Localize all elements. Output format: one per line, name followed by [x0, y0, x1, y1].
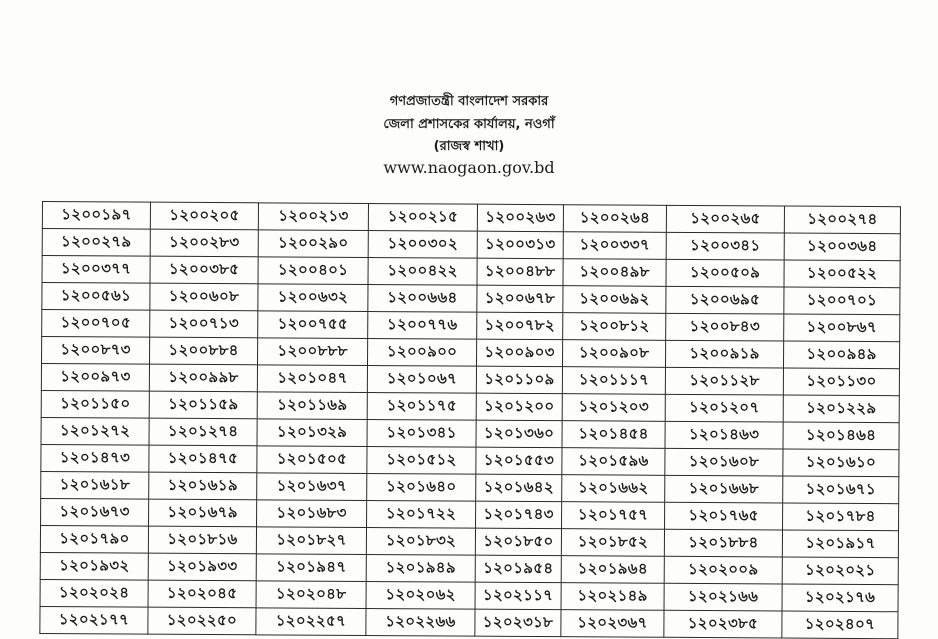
id-cell: ১২০১২০৩ — [562, 394, 665, 422]
id-cell: ১২০১৭৮৪ — [783, 503, 899, 531]
id-cell: ১২০২২৬৬ — [366, 608, 475, 636]
id-cell: ১২০২৩১৮ — [475, 609, 561, 637]
id-cell: ১২০০৯১৯ — [665, 340, 783, 368]
id-cell: ১২০১৭২২ — [367, 500, 476, 528]
id-cell: ১২০১১৫০ — [41, 390, 149, 418]
id-cell: ১২০১৪৬৪ — [783, 422, 899, 450]
id-cell: ১২০১০৬৭ — [367, 365, 476, 393]
id-cell: ১২০১৯৪৯ — [366, 554, 475, 582]
id-cell: ১২০০২১৩ — [258, 203, 368, 231]
id-cell: ১২০২৩৮৫ — [664, 610, 782, 638]
id-cell: ১২০১১৫৯ — [149, 391, 257, 419]
id-cell: ১২০০৩৭৭ — [42, 256, 150, 284]
id-cell: ১২০১৪৬৩ — [665, 421, 783, 449]
id-cell: ১২০১৪৭৫ — [149, 445, 257, 473]
id-cell: ১২০০৯০০ — [368, 338, 477, 366]
id-cell: ১২০১৪৭৩ — [41, 444, 149, 472]
id-cell: ১২০২১১৭ — [475, 582, 561, 610]
id-cell: ১২০০৩৩৭ — [563, 232, 666, 260]
id-cell: ১২০০২৯০ — [258, 230, 368, 258]
id-cell: ১২০২০০৯ — [664, 556, 782, 584]
id-cell: ১২০০৭০১ — [784, 287, 900, 315]
id-cell: ১২০১১১৭ — [562, 367, 665, 395]
id-cell: ১২০০৩১৩ — [477, 231, 563, 259]
id-cell: ১২০১৬৪২ — [476, 474, 562, 502]
id-cell: ১২০০৭৫৫ — [258, 311, 368, 339]
id-cell: ১২০১৫৯৬ — [562, 448, 665, 476]
id-cell: ১২০০৬৭৮ — [477, 285, 563, 313]
id-cell: ১২০০৩৪১ — [666, 232, 784, 260]
id-cell: ১২০০৯৪৯ — [783, 341, 899, 369]
id-cell: ১২০০২৬৩ — [477, 204, 563, 232]
id-cell: ১২০০৭৭৬ — [368, 311, 477, 339]
id-cell: ১২০১৯৩৩ — [148, 553, 256, 581]
id-cell: ১২০১৬০৮ — [665, 448, 783, 476]
id-cell: ১২০১১৬৯ — [257, 392, 367, 420]
id-cell: ১২০০৫২২ — [784, 260, 900, 288]
id-cell: ১২০০৯৭৩ — [41, 364, 149, 392]
id-cell: ১২০০৬০৮ — [150, 283, 258, 311]
id-cell: ১২০০২৬৪ — [563, 205, 666, 233]
id-cell: ১২০১৬৭৯ — [149, 499, 257, 527]
id-cell: ১২০০৭০৫ — [42, 310, 150, 338]
id-cell: ১২০০৮১২ — [563, 313, 666, 341]
id-cell: ১২০১৯৫৪ — [475, 555, 561, 583]
id-cell: ১২০২১৭৭ — [40, 606, 148, 634]
id-cell: ১২০০৩৬৪ — [784, 233, 900, 261]
id-cell: ১২০০৬৩২ — [258, 284, 368, 312]
id-cell: ১২০১৯৪৭ — [256, 554, 366, 582]
id-cell: ১২০০৭১৩ — [150, 310, 258, 338]
id-cell: ১২০২২৫৭ — [256, 608, 366, 636]
id-cell: ১২০২১৬৬ — [664, 583, 782, 611]
table-row — [40, 606, 898, 638]
id-cell: ১২০০৭৮২ — [477, 312, 563, 340]
id-cell: ১২০১৮৫০ — [475, 528, 561, 556]
id-cell: ১২০০৬৯৫ — [666, 286, 784, 314]
id-cell: ১২০০৩৮৫ — [150, 256, 258, 284]
id-cell: ১২০২০৬২ — [366, 581, 475, 609]
id-cell: ১২০০৩০২ — [368, 230, 477, 258]
id-cell: ১২০১৬৪০ — [367, 473, 476, 501]
id-cell: ১২০১৫৫৩ — [476, 447, 562, 475]
government-title: গণপ্রজাতন্ত্রী বাংলাদেশ সরকার — [389, 94, 549, 109]
id-cell: ১২০১৩৬০ — [476, 420, 562, 448]
id-cell: ১২০১৪৫৪ — [562, 421, 665, 449]
id-cell: ১২০০২৬৫ — [666, 205, 784, 233]
id-cell: ১২০০৫৬১ — [42, 283, 150, 311]
id-cell: ১২০১৩২৯ — [257, 419, 367, 447]
id-cell: ১২০১৮৮৪ — [664, 529, 782, 557]
id-cell: ১২০১৬১৯ — [149, 472, 257, 500]
id-cell: ১২০০৪০১ — [258, 257, 368, 285]
id-cell: ১২০১২৭৪ — [149, 418, 257, 446]
id-cell: ১২০০৯০৩ — [476, 339, 562, 367]
id-cell: ১২০১২০৭ — [665, 394, 783, 422]
id-cell: ১২০১২৭২ — [41, 417, 149, 445]
id-cell: ১২০০৬৯২ — [563, 286, 666, 314]
id-cell: ১২০১৮৫২ — [561, 529, 664, 557]
id-cell: ১২০১২২৯ — [783, 395, 899, 423]
id-cell: ১২০০৪২২ — [368, 257, 477, 285]
id-cell: ১২০০২০৫ — [150, 202, 258, 230]
id-cell: ১২০২২৫০ — [148, 607, 256, 635]
id-cell: ১২০১৬১৮ — [41, 471, 149, 499]
id-cell: ১২০১১০৯ — [476, 366, 562, 394]
id-cell: ১২০০৬৬৪ — [368, 284, 477, 312]
id-cell: ১২০১০৪৭ — [257, 365, 367, 393]
id-cell: ১২০০৪৯৮ — [563, 259, 666, 287]
id-cell: ১২০১৬৬২ — [562, 475, 665, 503]
id-cell: ১২০১১৭৫ — [367, 392, 476, 420]
id-cell: ১২০০২৭৯ — [42, 229, 150, 257]
id-cell: ১২০০৮৮৮ — [258, 338, 368, 366]
id-cell: ১২০২০৪৫ — [148, 580, 256, 608]
id-cell: ১২০০৮৪৩ — [666, 313, 784, 341]
id-cell: ১২০১২০০ — [476, 393, 562, 421]
id-cell: ১২০১৭৬৫ — [665, 502, 783, 530]
id-cell: ১২০২১৪৯ — [561, 583, 664, 611]
id-cell: ১২০১৫১২ — [367, 446, 476, 474]
id-cell: ১২০০৫০৯ — [666, 259, 784, 287]
id-cell: ১২০০২৭৪ — [784, 206, 900, 234]
id-cell: ১২০২০২১ — [782, 557, 898, 585]
id-cell: ১২০০৪৮৮ — [477, 258, 563, 286]
id-cell: ১২০১৬৭৩ — [41, 498, 149, 526]
id-cell: ১২০১৬৭১ — [783, 476, 899, 504]
id-number-table — [39, 201, 901, 639]
id-cell: ১২০১৯৬৪ — [561, 556, 664, 584]
id-cell: ১২০১৯১৭ — [782, 530, 898, 558]
id-cell: ১২০০৯৯৮ — [149, 364, 257, 392]
id-cell: ১২০১৮২৭ — [256, 527, 366, 555]
id-cell: ১২০১৮৩২ — [366, 527, 475, 555]
id-cell: ১২০০৮৬৭ — [784, 314, 900, 342]
id-cell: ১২০২৪০৭ — [782, 611, 898, 639]
id-cell: ১২০২১৭৬ — [782, 584, 898, 612]
id-cell: ১২০২৩৬৭ — [561, 610, 664, 638]
id-cell: ১২০০৯০৮ — [562, 340, 665, 368]
id-cell: ১২০১৬৮৩ — [257, 500, 367, 528]
id-cell: ১২০১৫০৫ — [257, 446, 367, 474]
id-cell: ১২০১৬১০ — [783, 449, 899, 477]
office-title: জেলা প্রশাসকের কার্যালয়, নওগাঁ — [383, 117, 555, 132]
id-cell: ১২০০৮৭৩ — [42, 337, 150, 365]
id-cell: ১২০১৩৪১ — [367, 419, 476, 447]
id-cell: ১২০২০৪৮ — [256, 581, 366, 609]
id-cell: ১২০১৭৪৩ — [476, 501, 562, 529]
id-cell: ১২০১৯৩২ — [40, 552, 148, 580]
id-cell: ১২০১৮১৬ — [148, 526, 256, 554]
id-cell: ১২০১১২৮ — [665, 367, 783, 395]
id-cell: ১২০১৬৩৭ — [257, 473, 367, 501]
id-cell: ১২০২০২৪ — [40, 579, 148, 607]
id-cell: ১২০১১৩০ — [783, 368, 899, 396]
id-cell: ১২০০২১৫ — [368, 203, 477, 231]
website-link[interactable]: www.naogaon.gov.bd — [383, 158, 555, 177]
id-cell: ১২০০৮৮৪ — [150, 337, 258, 365]
id-cell: ১২০০১৯৭ — [42, 202, 150, 230]
id-cell: ১২০০২৮৩ — [150, 229, 258, 257]
id-cell: ১২০১৭৯০ — [40, 525, 148, 553]
id-cell: ১২০১৬৬৮ — [665, 475, 783, 503]
section-title: (রাজস্ব শাখা) — [433, 139, 505, 154]
id-cell: ১২০১৭৫৭ — [562, 502, 665, 530]
